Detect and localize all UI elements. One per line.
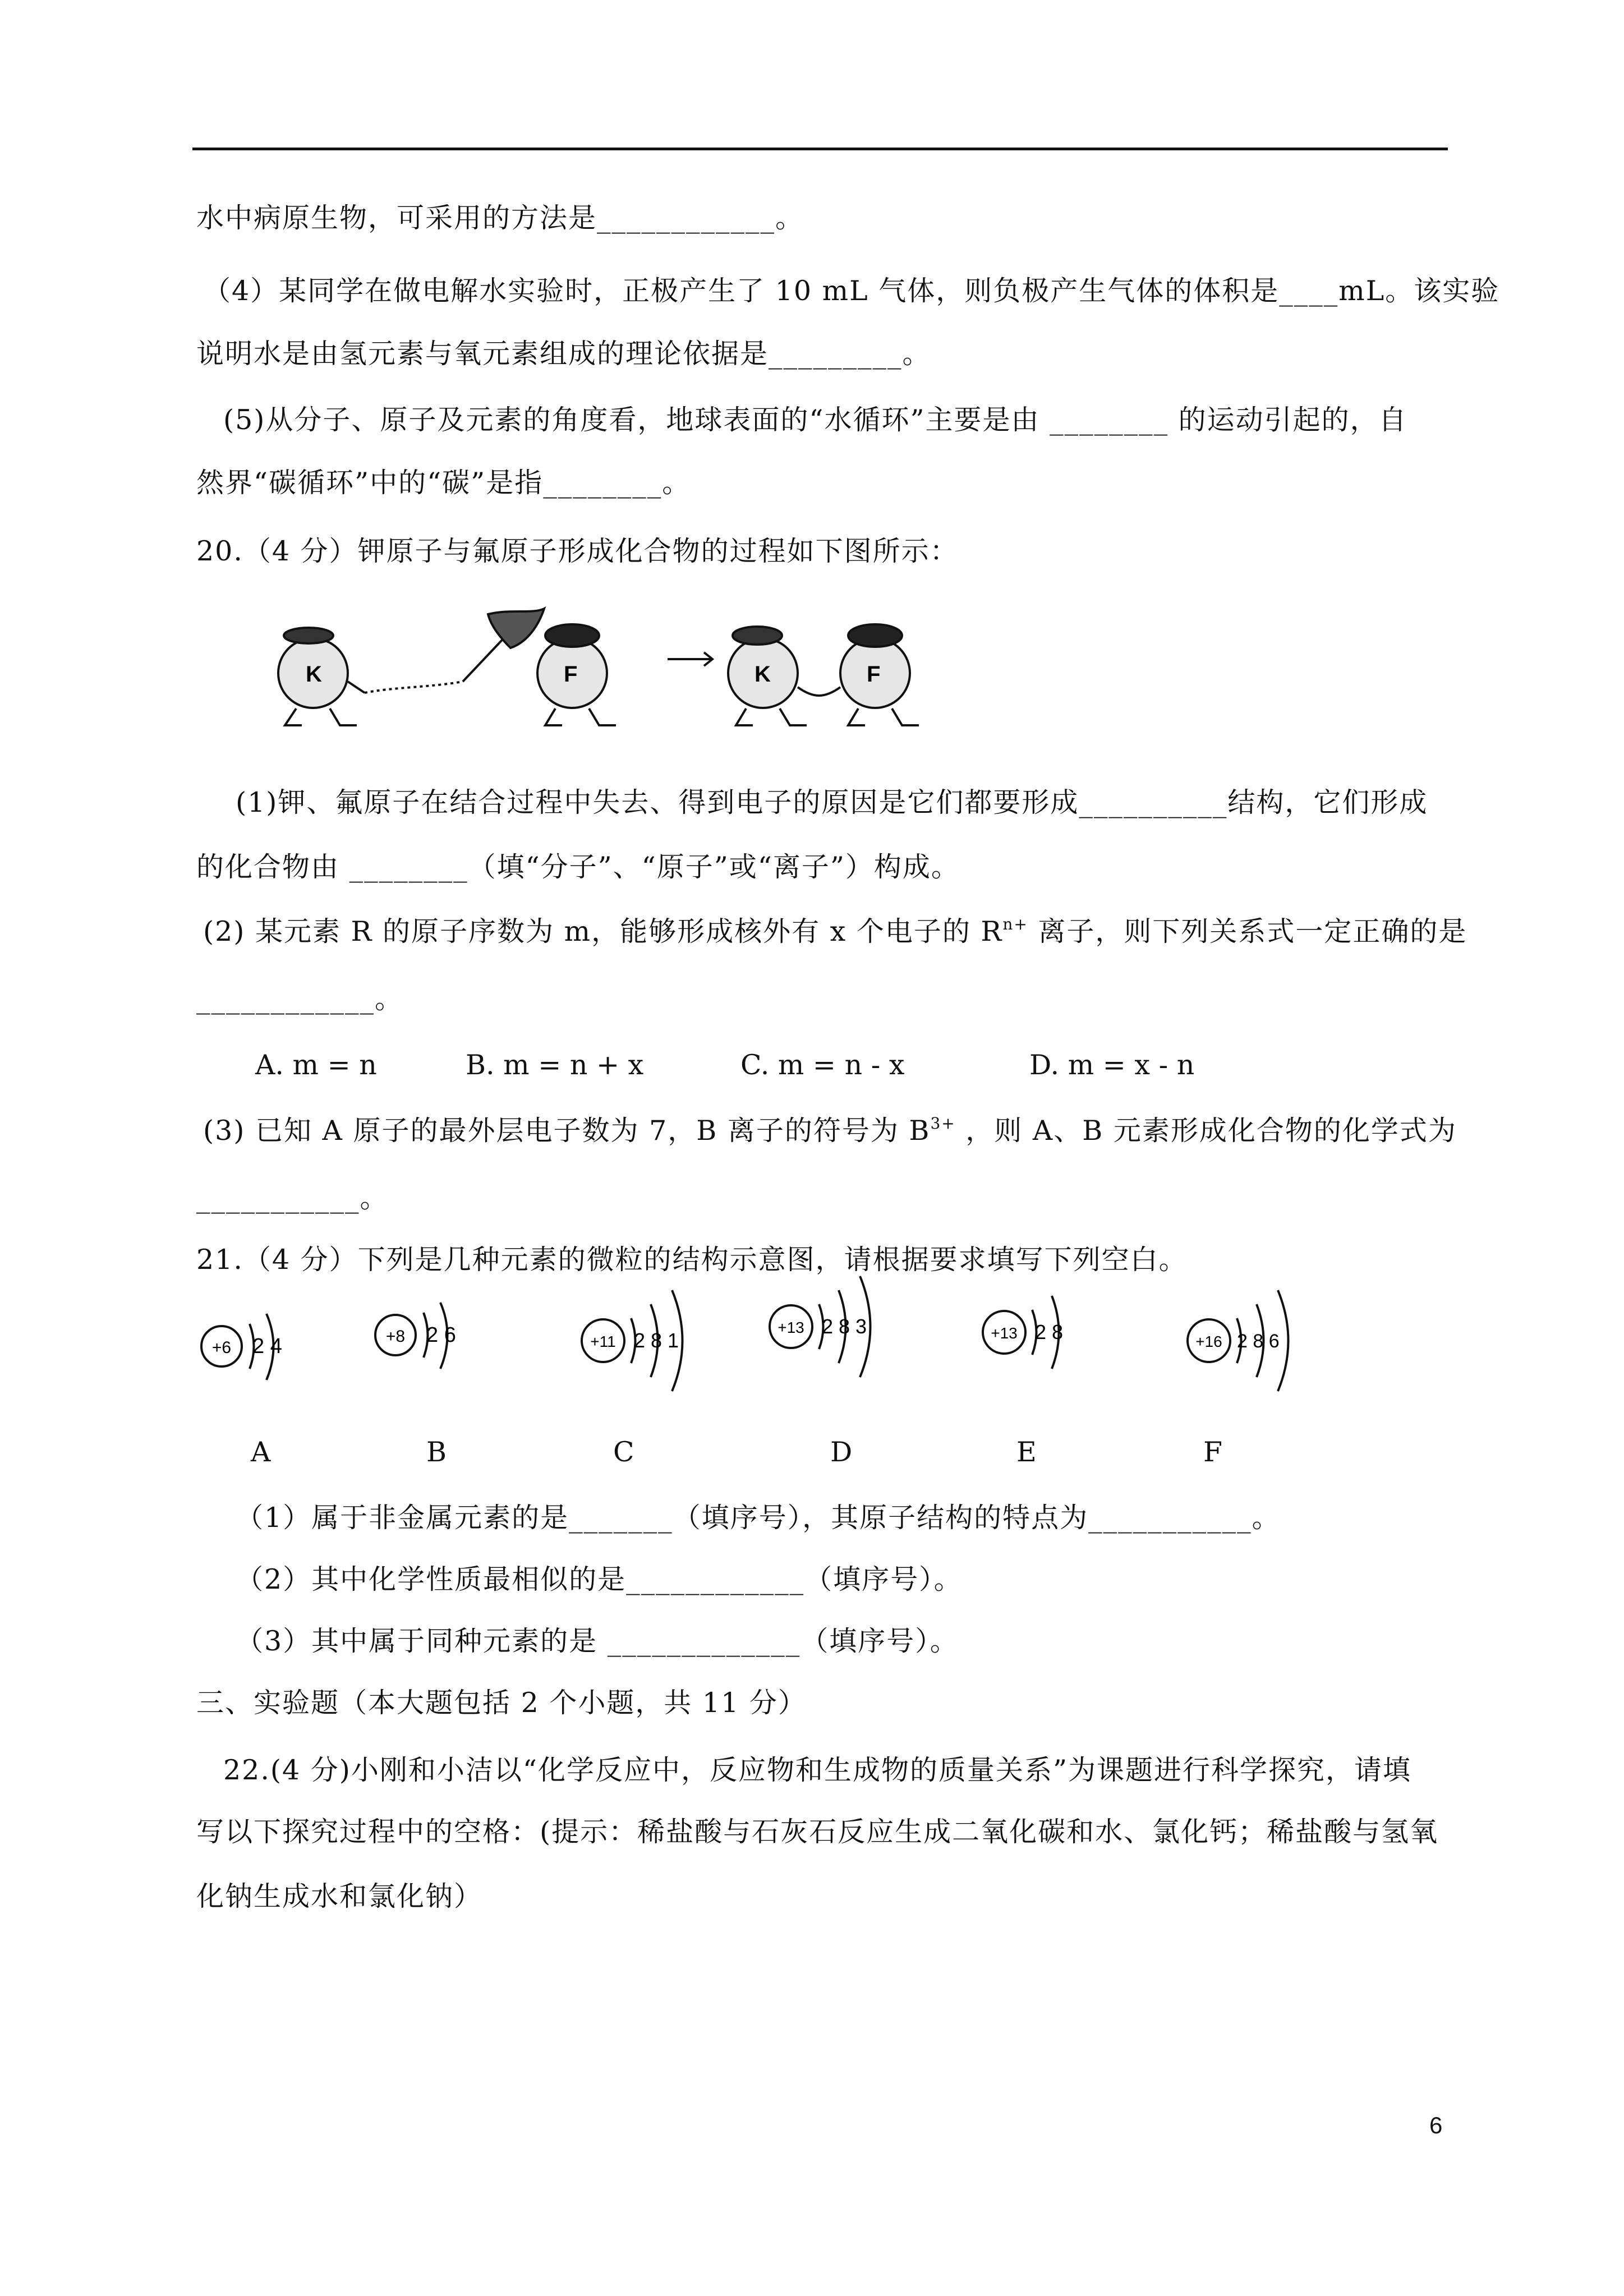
text-line: （1）属于非金属元素的是_______（填序号），其原子结构的特点为___________。 xyxy=(236,1502,1281,1534)
shell-label: 2 4 xyxy=(252,1335,282,1358)
nucleus-label: +13 xyxy=(991,1324,1018,1342)
diagram-label-e: E xyxy=(1016,1436,1037,1468)
text-line: (5)从分子、原子及元素的角度看，地球表面的“水循环”主要是由 ________ 的运动引起的，自 xyxy=(223,404,1407,436)
text-line: (2) 某元素 R 的原子序数为 m，能够形成核外有 x 个电子的 $R^{n+}$ 离子，则下列关系式一定正确的是 xyxy=(203,915,1467,947)
text-line: 水中病原生物，可采用的方法是____________。 xyxy=(196,202,804,234)
option-a: A. m = n xyxy=(255,1049,377,1081)
text-line: （4）某同学在做电解水实验时，正极产生了 10 mL 气体，则负极产生气体的体积是____mL。该实验 xyxy=(203,275,1500,307)
structure-diagram-c xyxy=(578,1279,724,1414)
nucleus-label: +16 xyxy=(1195,1333,1222,1350)
atom-label: K xyxy=(755,662,771,687)
question-22-heading: 22.(4 分)小刚和小洁以“化学反应中，反应物和生成物的质量关系”为课题进行科学探究，请填 xyxy=(223,1754,1412,1786)
text-line: 说明水是由氢元素与氧元素组成的理论依据是_________。 xyxy=(196,338,931,370)
shell-label: 2 8 3 xyxy=(822,1315,867,1338)
text-line: 写以下探究过程中的空格：(提示：稀盐酸与石灰石反应生成二氧化碳和水、氯化钙；稀盐酸与氢氧 xyxy=(196,1816,1439,1848)
shell-label: 2 8 xyxy=(1035,1320,1064,1343)
text-line: (3) 已知 A 原子的最外层电子数为 7，B 离子的符号为 $B^{3+}$ ，则 A、B 元素形成化合物的化学式为 xyxy=(203,1114,1457,1147)
atom-label: F xyxy=(867,662,881,687)
option-b: B. m = n + x xyxy=(466,1049,644,1081)
diagram-label-a: A xyxy=(251,1436,271,1468)
text-line: 然界“碳循环”中的“碳”是指________。 xyxy=(196,467,691,499)
question-20-heading: 20.（4 分）钾原子与氟原子形成化合物的过程如下图所示： xyxy=(196,535,959,567)
text-line: ____________。 xyxy=(196,983,404,1015)
atom-label: K xyxy=(306,662,322,687)
text-line: （2）其中化学性质最相似的是____________（填序号）。 xyxy=(236,1563,963,1595)
structure-diagram-f xyxy=(1184,1279,1329,1414)
header-rule xyxy=(192,148,1448,150)
nucleus-label: +8 xyxy=(385,1327,406,1346)
nucleus-label: +6 xyxy=(211,1338,232,1357)
text-line: 化钠生成水和氯化钠） xyxy=(196,1880,483,1912)
structure-diagram-e xyxy=(979,1271,1125,1405)
nucleus-label: +13 xyxy=(778,1319,804,1336)
question-21-heading: 21.（4 分）下列是几种元素的微粒的结构示意图，请根据要求填写下列空白。 xyxy=(196,1244,1188,1276)
atom-label: F xyxy=(564,662,578,687)
option-d: D. m = x - n xyxy=(1029,1049,1195,1081)
page-number: 6 xyxy=(1429,2112,1443,2138)
atom-bonding-figure xyxy=(264,603,993,738)
diagram-label-f: F xyxy=(1203,1436,1222,1468)
structure-diagram-d xyxy=(766,1265,912,1400)
structure-diagram-a xyxy=(196,1301,320,1402)
text-line: ___________。 xyxy=(196,1182,389,1214)
diagram-label-b: B xyxy=(426,1436,447,1468)
shell-label: 2 8 1 xyxy=(634,1329,679,1352)
text-line: 的化合物由 ________（填“分子”、“原子”或“离子”）构成。 xyxy=(196,851,960,883)
option-c: C. m = n - x xyxy=(740,1049,905,1081)
diagram-label-c: C xyxy=(613,1436,634,1468)
shell-label: 2 6 xyxy=(426,1323,456,1347)
text-line: (1)钾、氟原子在结合过程中失去、得到电子的原因是它们都要形成__________结构，它们形成 xyxy=(236,786,1428,818)
section-heading: 三、实验题（本大题包括 2 个小题，共 11 分） xyxy=(196,1687,807,1719)
text-line: （3）其中属于同种元素的是 _____________（填序号）。 xyxy=(236,1625,959,1657)
structure-diagram-b xyxy=(370,1290,494,1391)
nucleus-label: +11 xyxy=(590,1333,616,1350)
diagram-label-d: D xyxy=(830,1436,853,1468)
shell-label: 2 8 6 xyxy=(1237,1331,1280,1352)
